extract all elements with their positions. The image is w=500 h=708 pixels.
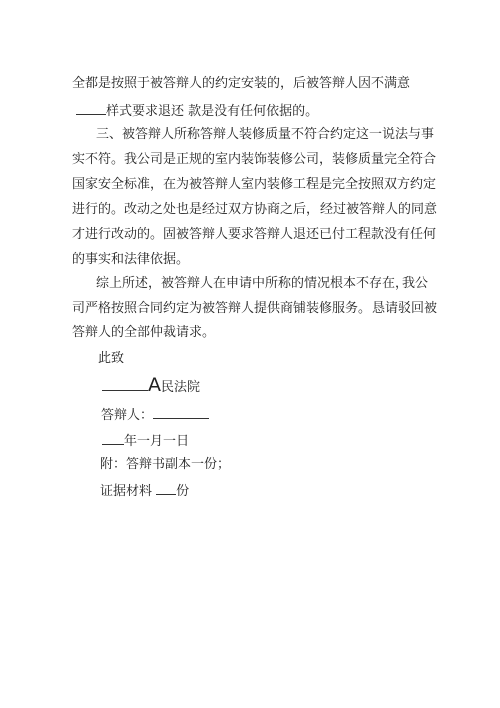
evidence-count-blank bbox=[156, 482, 176, 495]
text-line bbox=[72, 76, 410, 92]
evidence-suffix: 份 bbox=[176, 484, 190, 499]
paragraph-text: 样式要求退还 款是没有任何依据的。 bbox=[106, 104, 319, 119]
fill-in-blank bbox=[76, 102, 106, 115]
salutation-text: 此致 bbox=[98, 351, 125, 366]
text-line bbox=[72, 227, 436, 243]
text-line bbox=[372, 301, 437, 317]
attachment-line bbox=[100, 457, 230, 473]
attachment-text: 附：答辩书副本一份； bbox=[100, 457, 231, 472]
date-day-label: 日 bbox=[176, 434, 190, 449]
year-blank bbox=[102, 432, 124, 445]
paragraph-text: 装修质量完全符合 bbox=[332, 152, 437, 167]
date-year-label: 年 bbox=[124, 434, 138, 449]
paragraph-text: 进行的。改动之处也是经过双方协商之后， bbox=[72, 202, 320, 217]
paragraph-text: 我公 bbox=[402, 276, 429, 291]
paragraph-text: 全都是按照于被答辩人的约定安装的，后被答辩人因不满意 bbox=[72, 76, 411, 91]
paragraph-text: 才进行改动的。固被答辩人要求答辩人退还已付工程款没有任何 bbox=[72, 227, 437, 242]
text-line bbox=[72, 252, 189, 268]
paragraph-text: 综上所述，被答辩人在申请中所称的情况根本不存在， bbox=[96, 276, 409, 291]
month-dash: 一 bbox=[137, 434, 151, 449]
respondent-line bbox=[101, 406, 209, 424]
court-line bbox=[102, 374, 201, 396]
text-line bbox=[332, 152, 436, 168]
court-suffix: 民法院 bbox=[161, 380, 201, 395]
court-name-blank bbox=[102, 378, 148, 391]
evidence-label: 证据材料 bbox=[100, 484, 153, 499]
date-line bbox=[102, 432, 189, 450]
court-letter: A bbox=[148, 374, 161, 396]
paragraph-text: 经过被答辩人的同意 bbox=[320, 202, 438, 217]
paragraph-text: 国家安全标准，在为被答辩人室内装修工程是完全按照双方约定 bbox=[72, 177, 437, 192]
text-line bbox=[72, 152, 332, 168]
paragraph-text: 答辩人的全部仲裁请求。 bbox=[72, 325, 216, 340]
respondent-label: 答辩人： bbox=[101, 408, 154, 423]
respondent-blank bbox=[153, 406, 209, 419]
text-line bbox=[72, 325, 215, 341]
day-dash: 一 bbox=[163, 434, 177, 449]
text-line bbox=[72, 202, 319, 218]
paragraph-text: 的事实和法律依据。 bbox=[72, 252, 190, 267]
text-line bbox=[96, 127, 434, 143]
text-line bbox=[96, 276, 408, 292]
date-month-label: 月 bbox=[150, 434, 164, 449]
text-line bbox=[320, 202, 437, 218]
salutation bbox=[98, 351, 124, 367]
evidence-line bbox=[100, 482, 189, 500]
paragraph-text: 三、被答辩人所称答辩人装修质量不符合约定这一说法与事 bbox=[96, 127, 435, 142]
text-line bbox=[72, 177, 436, 193]
text-line bbox=[72, 301, 371, 317]
paragraph-text: 恳请驳回被 bbox=[372, 301, 438, 316]
text-line bbox=[76, 102, 318, 120]
paragraph-text: 实不符。我公司是正规的室内装饰装修公司， bbox=[72, 152, 333, 167]
text-line bbox=[402, 276, 428, 292]
paragraph-text: 司严格按照合同约定为被答辩人提供商铺装修服务。 bbox=[72, 301, 372, 316]
